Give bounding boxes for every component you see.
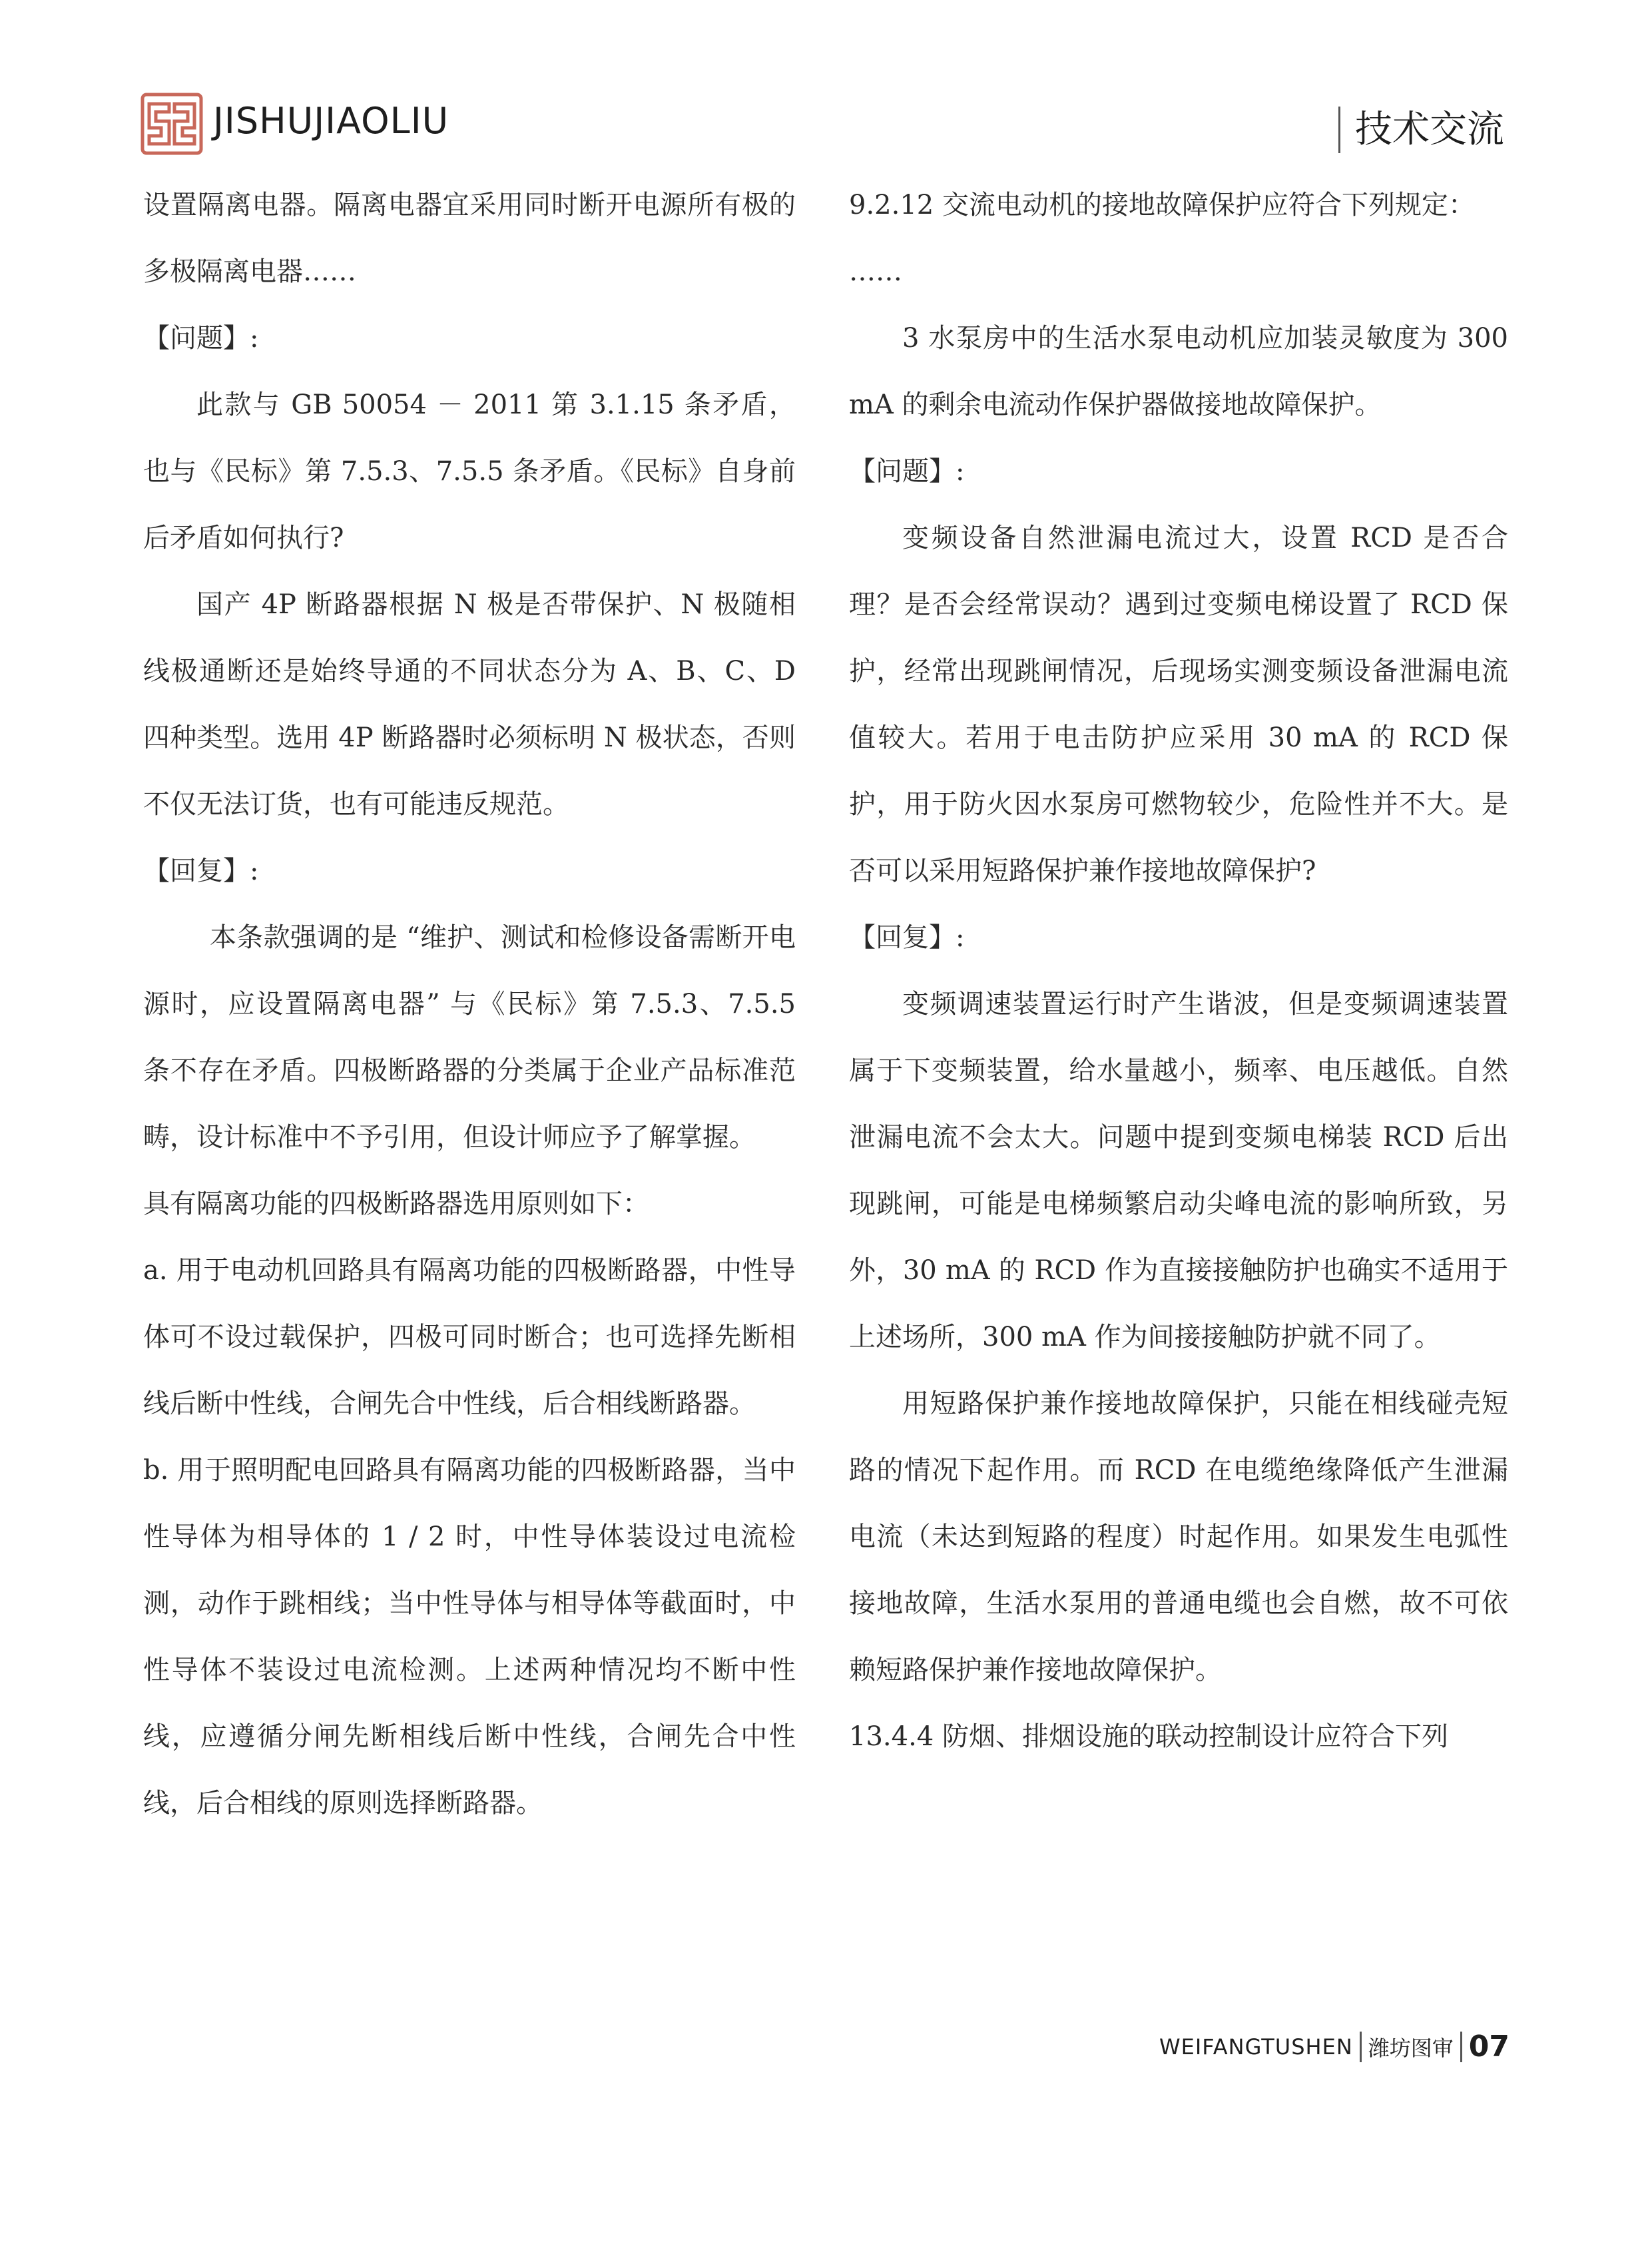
section-title: 技术交流 <box>1355 108 1504 151</box>
question-heading: 【问题】: <box>849 456 965 487</box>
page-footer <box>1159 2030 1510 2064</box>
paragraph: 此款与 GB 50054 － 2011 第 3.1.15 条矛盾，也与《民标》第 7.5.3、7.5.5 条矛盾。《民标》自身前后矛盾如何执行? <box>143 390 796 553</box>
clause-heading: 9.2.12 交流电动机的接地故障保护应符合下列规定： <box>849 190 1475 220</box>
paragraph: 变频设备自然泄漏电流过大，设置 RCD 是否合理？是否会经常误动？遇到过变频电梯设置了 RCD 保护，经常出现跳闸情况，后现场实测变频设备泄漏电流值较大。若用于电击防护应采用 30 mA 的 RCD 保护，用于防火因水泵房可燃物较少，危险性并不大。是否可以采用短路保护兼作接地故障保护? <box>849 523 1508 886</box>
clause-heading: 13.4.4 防烟、排烟设施的联动控制设计应符合下列 <box>849 1721 1448 1752</box>
header-divider <box>1338 107 1340 153</box>
footer-divider <box>1460 2032 1462 2062</box>
publication-name-latin: WEIFANGTUSHEN <box>1159 2034 1353 2060</box>
right-text-column <box>849 172 1508 1770</box>
magazine-logo-icon <box>140 92 204 156</box>
paragraph: 设置隔离电器。隔离电器宜采用同时断开电源所有极的多极隔离电器…… <box>143 190 796 287</box>
ellipsis: …… <box>849 256 902 287</box>
list-item: b. 用于照明配电回路具有隔离功能的四极断路器，当中性导体为相导体的 1 / 2 时，中性导体装设过电流检测，动作于跳相线；当中性导体与相导体等截面时，中性导体不装设过电流检测。上述两种情况均不断中性线，应遵循分闸先断相线后断中性线，合闸先合中性线，后合相线的原则选择断路器。 <box>143 1455 796 1819</box>
footer-divider <box>1360 2032 1362 2062</box>
paragraph: 具有隔离功能的四极断路器选用原则如下： <box>143 1189 649 1219</box>
list-item: a. 用于电动机回路具有隔离功能的四极断路器，中性导体可不设过载保护，四极可同时断合；也可选择先断相线后断中性线，合闸先合中性线，后合相线断路器。 <box>143 1255 796 1419</box>
paragraph: 国产 4P 断路器根据 N 极是否带保护、N 极随相线极通断还是始终导通的不同状态分为 A、B、C、D 四种类型。选用 4P 断路器时必须标明 N 极状态，否则不仅无法订货，也有可能违反规范。 <box>143 589 796 820</box>
page-number: 07 <box>1468 2030 1510 2064</box>
paragraph: 3 水泵房中的生活水泵电动机应加装灵敏度为 300 mA 的剩余电流动作保护器做接地故障保护。 <box>849 323 1508 420</box>
section-brand-latin: JISHUJIAOLIU <box>213 100 449 142</box>
publication-name: 潍坊图审 <box>1368 2035 1454 2061</box>
reply-heading: 【回复】: <box>849 922 965 953</box>
paragraph: 本条款强调的是 “维护、测试和检修设备需断开电源时，应设置隔离电器” 与《民标》第 7.5.3、7.5.5 条不存在矛盾。四极断路器的分类属于企业产品标准范畴，设计标准中不予引用，但设计师应予了解掌握。 <box>143 922 796 1153</box>
left-text-column <box>143 172 796 1836</box>
paragraph: 变频调速装置运行时产生谐波，但是变频调速装置属于下变频装置，给水量越小，频率、电压越低。自然泄漏电流不会太大。问题中提到变频电梯装 RCD 后出现跳闸，可能是电梯频繁启动尖峰电流的影响所致，另外，30 mA 的 RCD 作为直接接触防护也确实不适用于上述场所，300 mA 作为间接接触防护就不同了。 <box>849 989 1508 1352</box>
question-heading: 【问题】: <box>143 323 259 354</box>
reply-heading: 【回复】: <box>143 856 259 886</box>
paragraph: 用短路保护兼作接地故障保护，只能在相线碰壳短路的情况下起作用。而 RCD 在电缆绝缘降低产生泄漏电流（未达到短路的程度）时起作用。如果发生电弧性接地故障，生活水泵用的普通电缆也会自燃，故不可依赖短路保护兼作接地故障保护。 <box>849 1388 1508 1685</box>
